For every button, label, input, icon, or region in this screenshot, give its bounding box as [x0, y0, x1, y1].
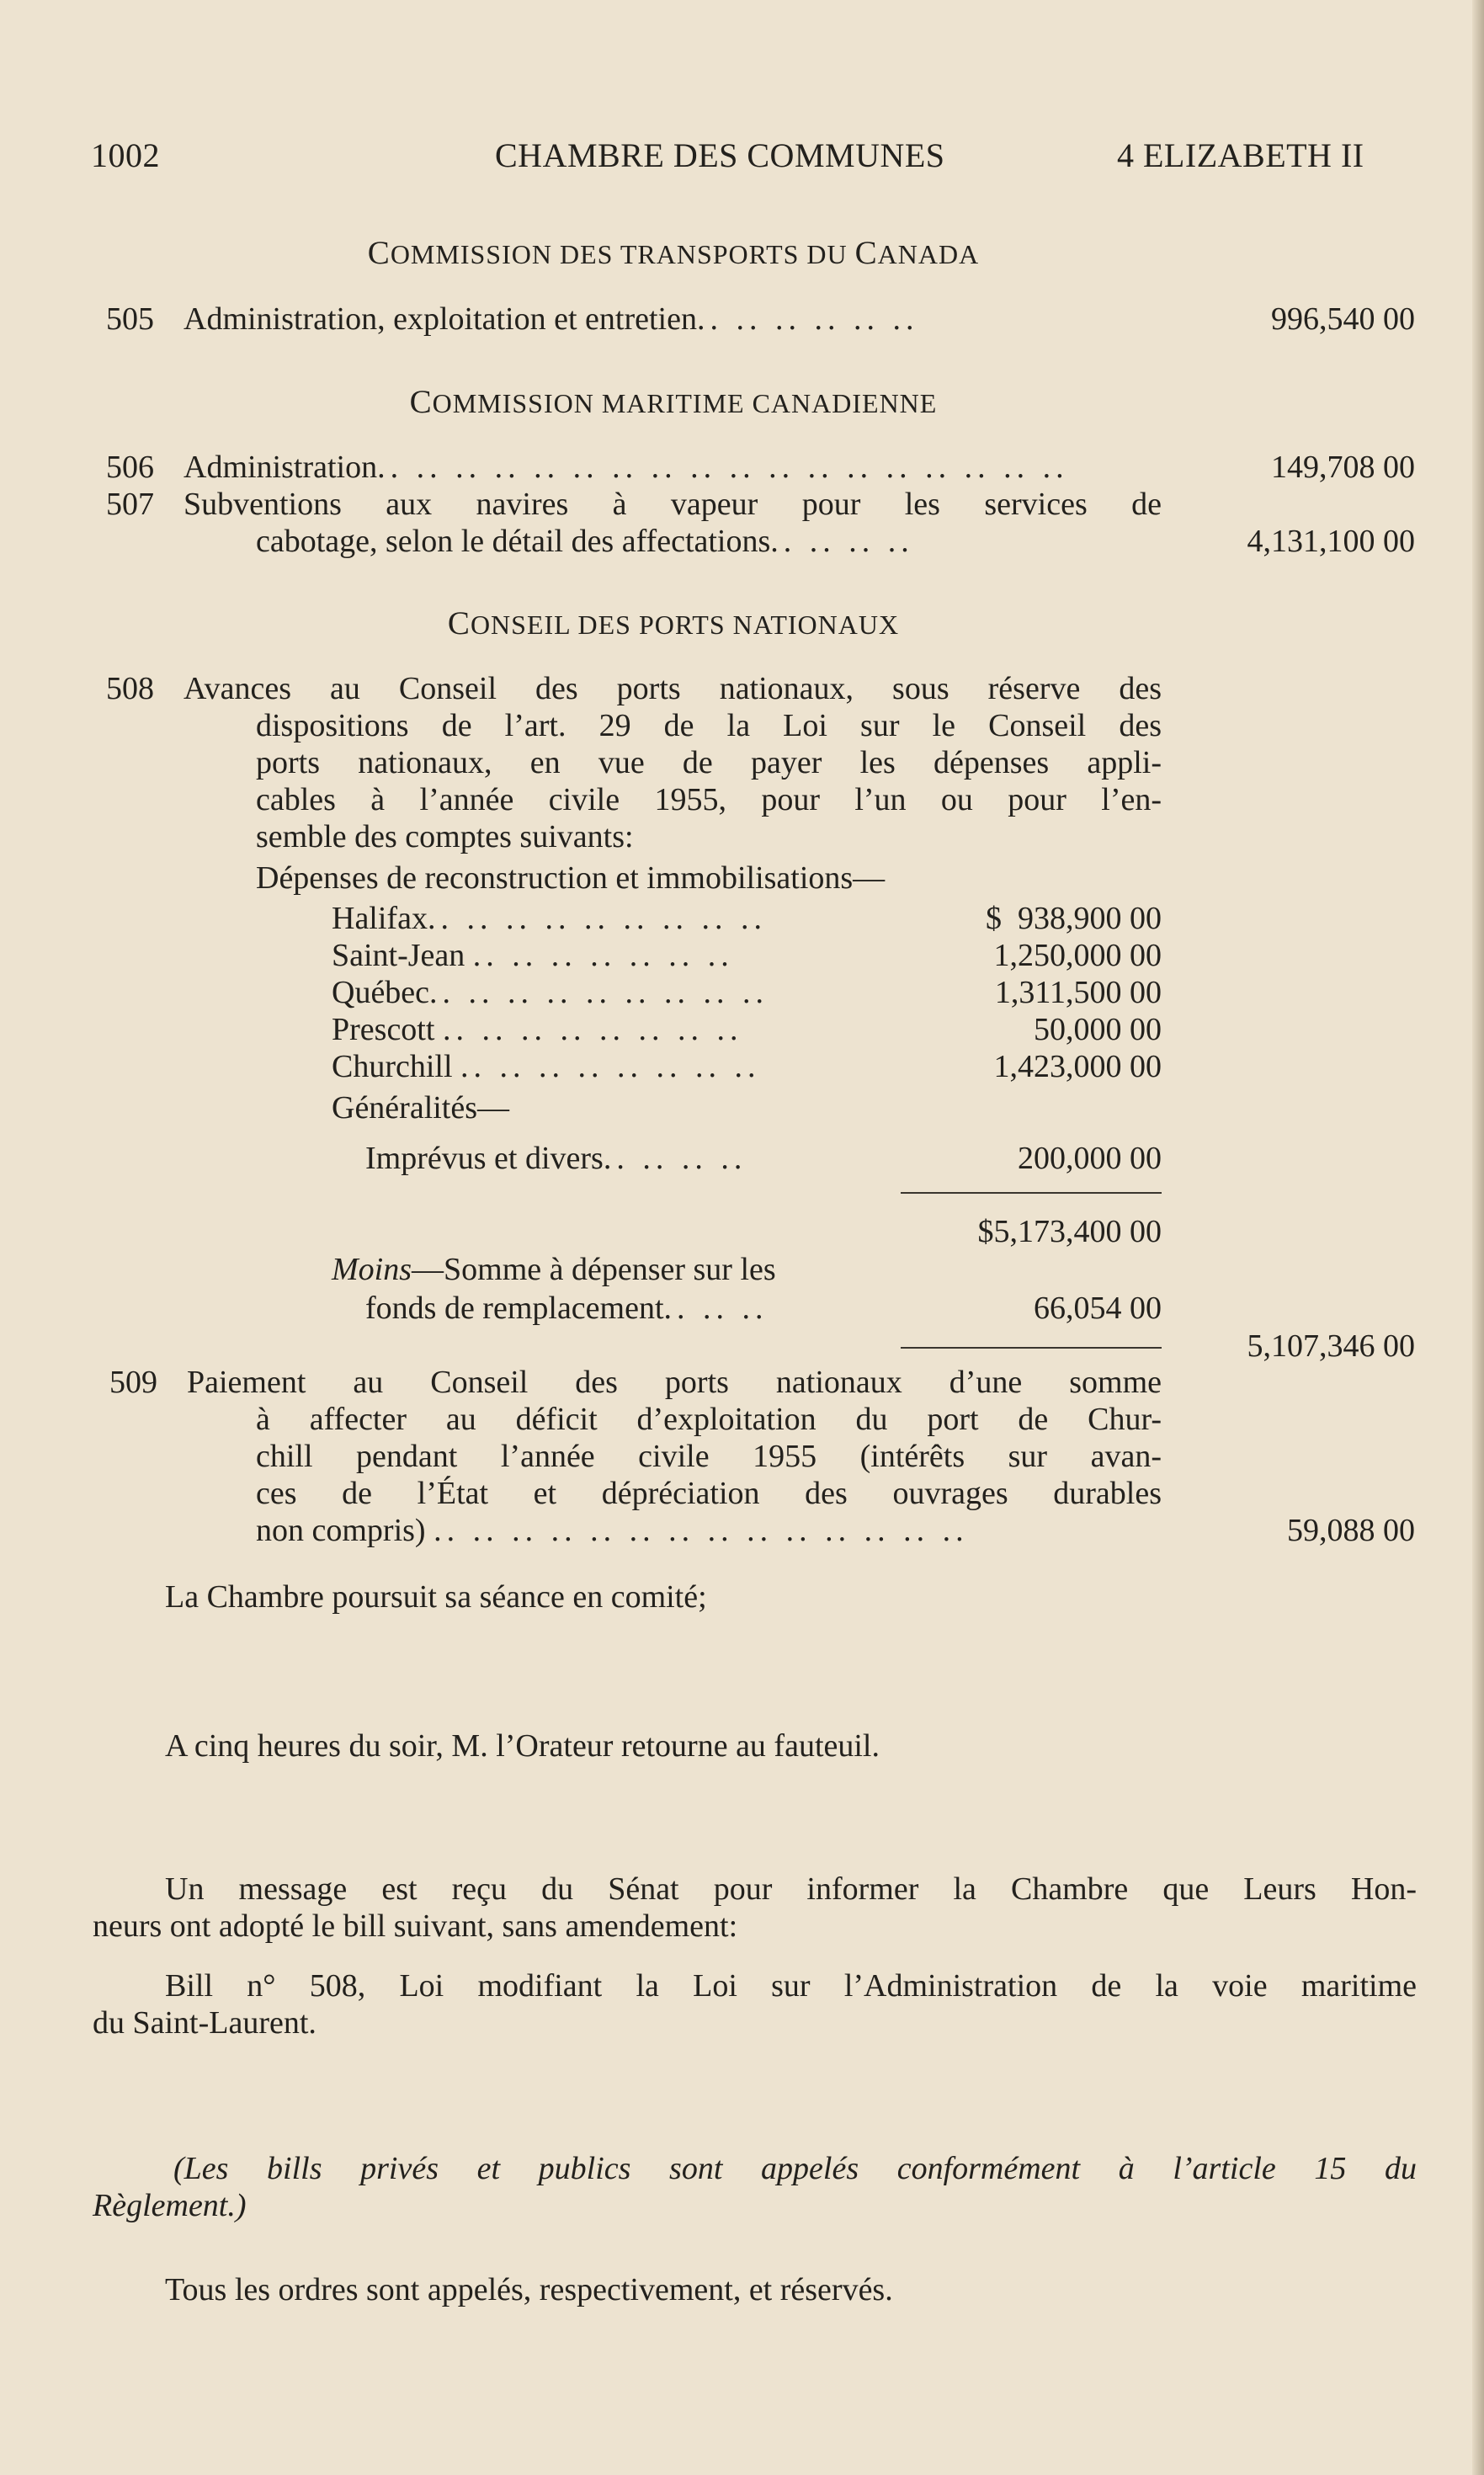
- vote-amount: 4,131,100 00: [1247, 524, 1415, 559]
- session-label: 4 ELIZABETH II: [1117, 136, 1364, 174]
- vote-text-line: ces de l’État et dépréciation des ouvrages durables: [256, 1476, 1162, 1511]
- paragraph-comite: La Chambre poursuit sa séance en comité;: [165, 1579, 707, 1615]
- paragraph-bill-line: du Saint-Laurent.: [93, 2005, 316, 2041]
- vote-text-line: Paiement au Conseil des ports nationaux d’une somme: [187, 1365, 1162, 1400]
- vote-text-line: semble des comptes suivants:: [256, 819, 634, 854]
- port-name: Québec.. .. .. .. .. .. .. .. ..: [332, 975, 769, 1010]
- paragraph-message-line: neurs ont adopté le bill suivant, sans amendement:: [93, 1908, 738, 1944]
- vote-number: 509: [109, 1365, 157, 1400]
- vote-text-line: non compris) .. .. .. .. .. .. .. .. .. .. .. .. .. ..: [256, 1513, 969, 1548]
- port-name: Saint-Jean .. .. .. .. .. .. ..: [332, 938, 734, 973]
- paragraph-ordres: Tous les ordres sont appelés, respectivement, et réservés.: [165, 2272, 893, 2307]
- vote-amount: 5,107,346 00: [1247, 1328, 1415, 1364]
- running-title: CHAMBRE DES COMMUNES: [495, 136, 945, 174]
- vote-number: 507: [106, 487, 154, 522]
- vote-text-line: ports nationaux, en vue de payer les dépenses appli-: [256, 745, 1162, 780]
- paragraph-reglement-line: (Les bills privés et publics sont appelés conformément à l’article 15 du: [173, 2151, 1417, 2186]
- port-name: Prescott .. .. .. .. .. .. .. ..: [332, 1012, 743, 1047]
- vote-text-line: à affecter au déficit d’exploitation du port de Chur-: [256, 1402, 1162, 1437]
- subtotal-amount: $5,173,400 00: [977, 1214, 1162, 1249]
- vote-text: Administration.. .. .. .. .. .. .. .. .. .. .. .. .. .. .. .. .. ..: [184, 450, 1069, 485]
- paragraph-message-line: Un message est reçu du Sénat pour informer la Chambre que Leurs Hon-: [165, 1871, 1417, 1907]
- vote-amount: 59,088 00: [1287, 1513, 1415, 1548]
- vote-text: Administration, exploitation et entretien.. .. .. .. .. ..: [184, 301, 919, 337]
- total-rule: [901, 1347, 1162, 1349]
- section-heading-ports: CONSEIL DES PORTS NATIONAUX: [447, 605, 900, 641]
- section-heading-transports: COMMISSION DES TRANSPORTS DU CANADA: [367, 235, 980, 271]
- vote-amount: 996,540 00: [1271, 301, 1415, 337]
- page-number: 1002: [91, 136, 160, 174]
- port-amount: 1,250,000 00: [993, 938, 1162, 973]
- vote-text-line: chill pendant l’année civile 1955 (intérêts sur avan-: [256, 1439, 1162, 1474]
- vote-number: 506: [106, 450, 154, 485]
- paragraph-reglement-line: Règlement.): [93, 2188, 247, 2223]
- page-edge-shadow: [1472, 0, 1484, 2475]
- port-name: Churchill .. .. .. .. .. .. .. ..: [332, 1049, 761, 1084]
- vote-amount: 149,708 00: [1271, 450, 1415, 485]
- moins-line-2: fonds de remplacement.. .. ..: [365, 1291, 769, 1326]
- vote-number: 505: [106, 301, 154, 337]
- section-heading-maritime: COMMISSION MARITIME CANADIENNE: [409, 384, 938, 420]
- paragraph-bill-line: Bill n° 508, Loi modifiant la Loi sur l’Administration de la voie maritime: [165, 1968, 1417, 2004]
- vote-text-line: cabotage, selon le détail des affectations.. .. .. ..: [256, 524, 914, 559]
- vote-text-line: Subventions aux navires à vapeur pour les services de: [184, 487, 1162, 522]
- vote-number: 508: [106, 671, 154, 706]
- vote-text-line: Avances au Conseil des ports nationaux, sous réserve des: [184, 671, 1162, 706]
- subheading-depenses: Dépenses de reconstruction et immobilisations—: [256, 860, 886, 896]
- generalites-label: Généralités—: [332, 1090, 510, 1126]
- imprevus-label: Imprévus et divers.. .. .. ..: [365, 1141, 747, 1176]
- port-amount: 1,423,000 00: [993, 1049, 1162, 1084]
- port-name: Halifax.. .. .. .. .. .. .. .. ..: [332, 901, 767, 936]
- vote-text-line: cables à l’année civile 1955, pour l’un ou pour l’en-: [256, 782, 1162, 817]
- paragraph-orateur: A cinq heures du soir, M. l’Orateur retourne au fauteuil.: [165, 1728, 880, 1764]
- imprevus-amount: 200,000 00: [1018, 1141, 1162, 1176]
- port-amount: 50,000 00: [1034, 1012, 1162, 1047]
- moins-line: Moins—Somme à dépenser sur les: [332, 1252, 776, 1287]
- port-amount: 1,311,500 00: [994, 975, 1162, 1010]
- subtotal-rule: [901, 1192, 1162, 1194]
- moins-amount: 66,054 00: [1034, 1291, 1162, 1326]
- port-amount: $ 938,900 00: [986, 901, 1162, 936]
- vote-text-line: dispositions de l’art. 29 de la Loi sur le Conseil des: [256, 708, 1162, 743]
